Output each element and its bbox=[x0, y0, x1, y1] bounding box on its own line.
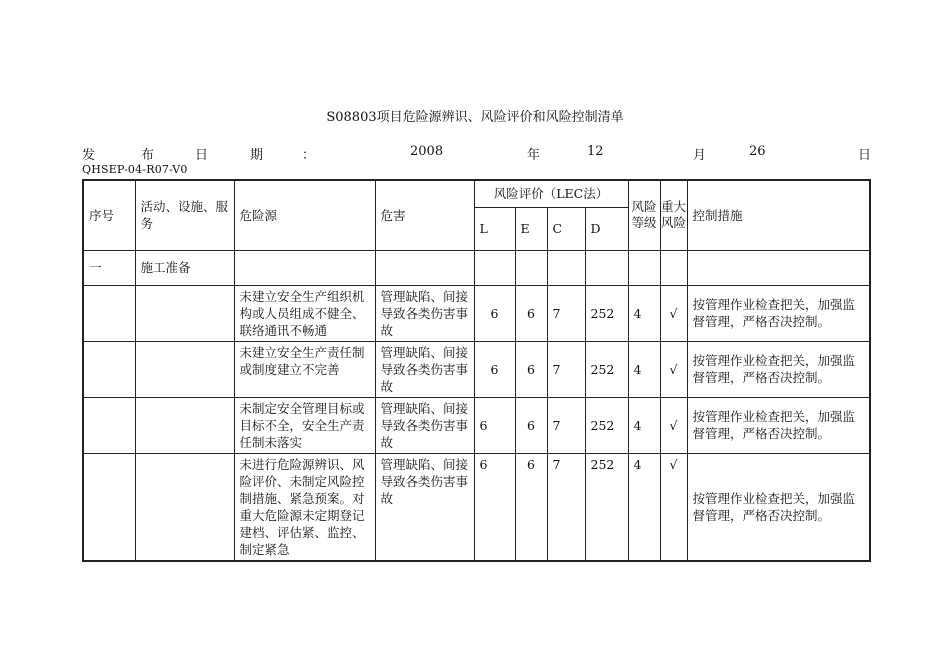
header-hazard-source: 危险源 bbox=[234, 180, 375, 250]
header-risk-evaluation: 风险评价（LEC法） bbox=[474, 180, 628, 207]
major-cell: √ bbox=[660, 285, 687, 341]
header-row-1 bbox=[83, 180, 870, 207]
date-year-label: 年 bbox=[527, 148, 541, 163]
harm-cell: 管理缺陷、间接导致各类伤害事故 bbox=[375, 397, 474, 453]
issue-date-row bbox=[82, 144, 872, 163]
D-cell: 252 bbox=[585, 341, 628, 397]
date-colon: ： bbox=[302, 148, 316, 163]
section-activity: 施工准备 bbox=[135, 250, 234, 285]
hazard-source-cell: 未建立安全生产责任制或制度建立不完善 bbox=[234, 341, 375, 397]
header-activity: 活动、设施、服务 bbox=[135, 180, 234, 250]
level-cell: 4 bbox=[628, 341, 660, 397]
date-label-qi: 期 bbox=[250, 148, 264, 163]
E-cell: 6 bbox=[515, 341, 547, 397]
L-cell: 6 bbox=[474, 285, 515, 341]
header-seq: 序号 bbox=[83, 180, 135, 250]
table-row bbox=[83, 397, 870, 453]
level-cell: 4 bbox=[628, 285, 660, 341]
header-control: 控制措施 bbox=[687, 180, 870, 250]
C-cell: 7 bbox=[547, 453, 585, 561]
D-cell: 252 bbox=[585, 453, 628, 561]
section-seq: 一 bbox=[83, 250, 135, 285]
date-month: 12 bbox=[587, 144, 604, 159]
hazard-source-cell: 未制定安全管理目标或目标不全，安全生产责任制未落实 bbox=[234, 397, 375, 453]
document-number: QHSEP-04-R07-V0 bbox=[82, 163, 188, 176]
D-cell: 252 bbox=[585, 397, 628, 453]
control-cell: 按管理作业检查把关，加强监督管理，严格否决控制。 bbox=[687, 453, 870, 561]
date-month-label: 月 bbox=[693, 148, 707, 163]
control-cell: 按管理作业检查把关，加强监督管理，严格否决控制。 bbox=[687, 285, 870, 341]
hazard-source-cell: 未进行危险源辨识、风险评价、未制定风险控制措施、紧急预案。对重大危险源未定期登记建档、评估紧、监控、制定紧急 bbox=[234, 453, 375, 561]
date-label-bu: 布 bbox=[141, 148, 155, 163]
C-cell: 7 bbox=[547, 285, 585, 341]
L-cell: 6 bbox=[474, 397, 515, 453]
C-cell: 7 bbox=[547, 397, 585, 453]
D-cell: 252 bbox=[585, 285, 628, 341]
harm-cell: 管理缺陷、间接导致各类伤害事故 bbox=[375, 285, 474, 341]
header-L: L bbox=[474, 207, 515, 250]
header-major-risk: 重大风险 bbox=[660, 180, 687, 250]
header-E: E bbox=[515, 207, 547, 250]
date-label-ri: 日 bbox=[195, 148, 209, 163]
L-cell: 6 bbox=[474, 341, 515, 397]
document-title: S08803项目危险源辨识、风险评价和风险控制清单 bbox=[326, 110, 624, 125]
level-cell: 4 bbox=[628, 397, 660, 453]
harm-cell: 管理缺陷、间接导致各类伤害事故 bbox=[375, 453, 474, 561]
header-C: C bbox=[547, 207, 585, 250]
date-year: 2008 bbox=[410, 144, 444, 159]
risk-control-table bbox=[82, 179, 871, 562]
E-cell: 6 bbox=[515, 453, 547, 561]
date-label-fa: 发 bbox=[82, 148, 96, 163]
header-risk-level: 风险等级 bbox=[628, 180, 660, 250]
major-cell: √ bbox=[660, 397, 687, 453]
E-cell: 6 bbox=[515, 397, 547, 453]
date-day-label: 日 bbox=[858, 148, 872, 163]
major-cell: √ bbox=[660, 453, 687, 561]
level-cell: 4 bbox=[628, 453, 660, 561]
section-row bbox=[83, 250, 870, 285]
control-cell: 按管理作业检查把关，加强监督管理，严格否决控制。 bbox=[687, 397, 870, 453]
header-harm: 危害 bbox=[375, 180, 474, 250]
table-row bbox=[83, 341, 870, 397]
table-row bbox=[83, 453, 870, 561]
header-D: D bbox=[585, 207, 628, 250]
C-cell: 7 bbox=[547, 341, 585, 397]
control-cell: 按管理作业检查把关，加强监督管理，严格否决控制。 bbox=[687, 341, 870, 397]
date-day: 26 bbox=[749, 144, 766, 159]
table-row bbox=[83, 285, 870, 341]
hazard-source-cell: 未建立安全生产组织机构或人员组成不健全、联络通讯不畅通 bbox=[234, 285, 375, 341]
harm-cell: 管理缺陷、间接导致各类伤害事故 bbox=[375, 341, 474, 397]
L-cell: 6 bbox=[474, 453, 515, 561]
major-cell: √ bbox=[660, 341, 687, 397]
E-cell: 6 bbox=[515, 285, 547, 341]
